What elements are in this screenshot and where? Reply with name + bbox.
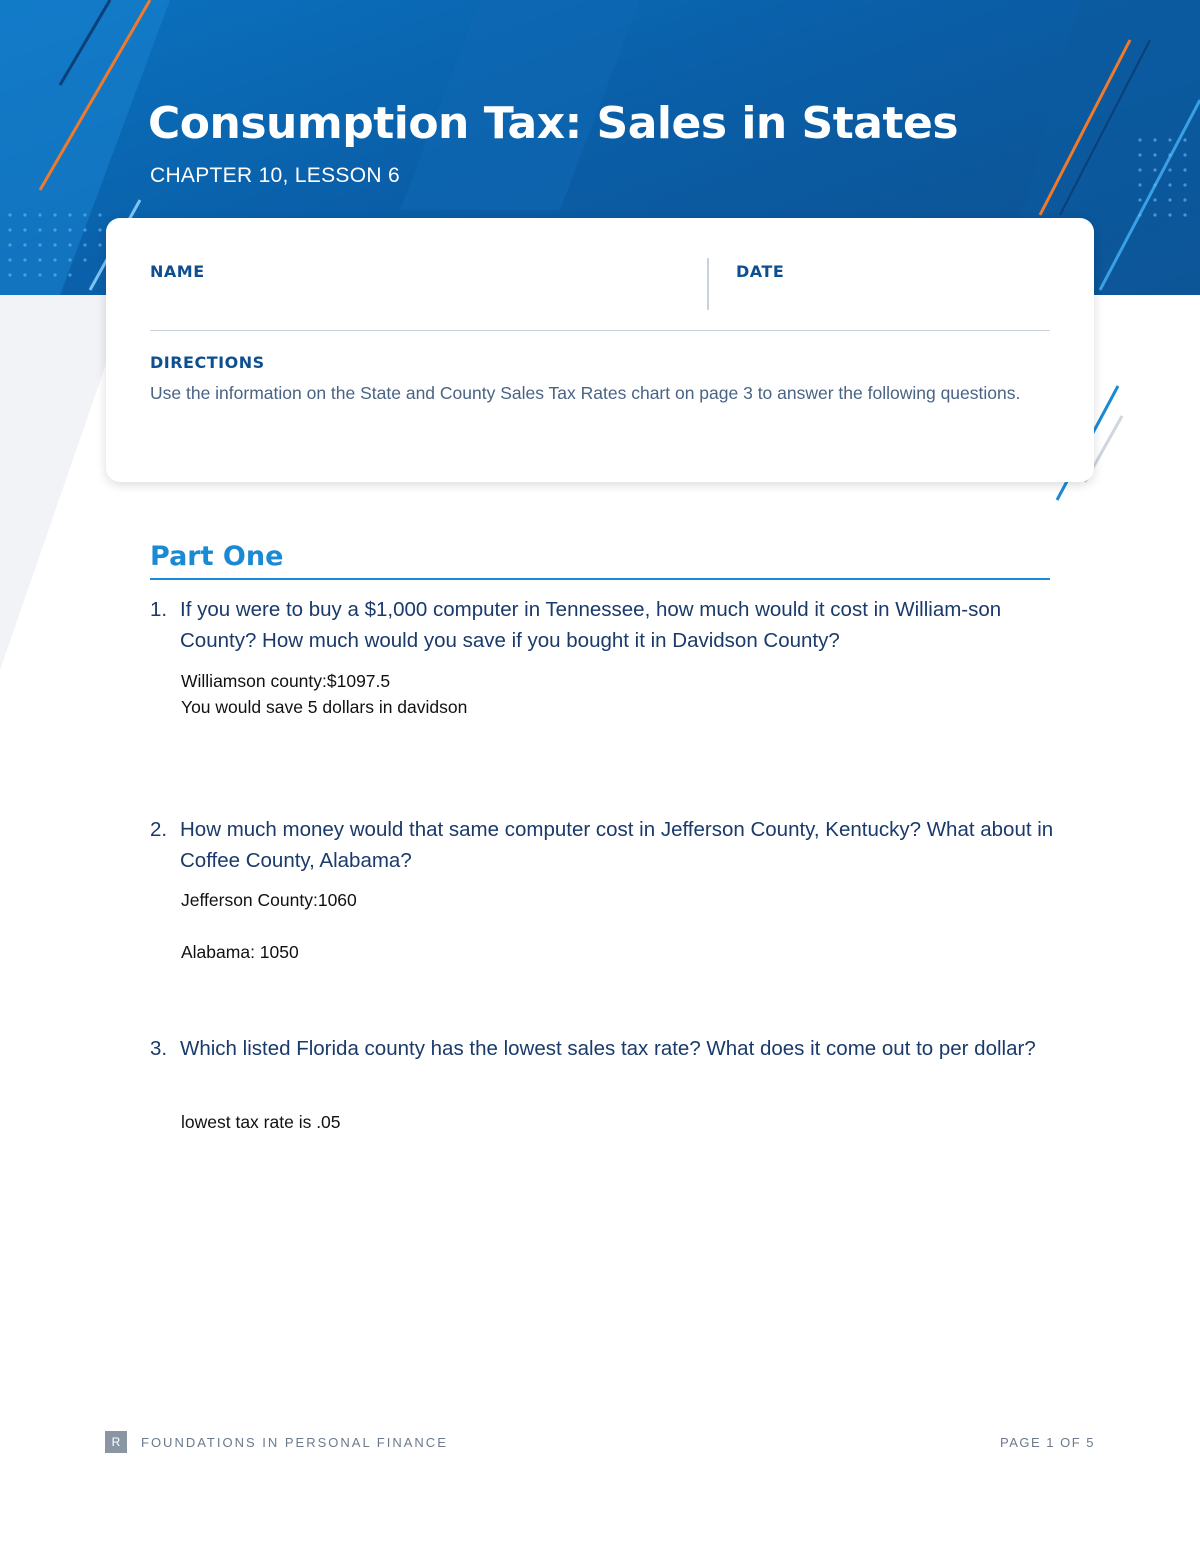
- date-label: DATE: [736, 262, 785, 281]
- footer-brand: FOUNDATIONS IN PERSONAL FINANCE: [141, 1435, 448, 1450]
- section-title: Part One: [150, 541, 284, 572]
- ramsey-logo-icon: R: [105, 1431, 127, 1453]
- page-title: Consumption Tax: Sales in States: [148, 98, 959, 149]
- student-info-card: [106, 218, 1094, 482]
- field-divider: [707, 258, 709, 310]
- answer-text[interactable]: You would save 5 dollars in davidson: [181, 697, 468, 717]
- question-number: 1.: [150, 598, 168, 621]
- answer-text[interactable]: Williamson county:$1097.5: [181, 671, 391, 691]
- question-number: 3.: [150, 1037, 168, 1060]
- name-date-underline: [150, 330, 1050, 331]
- lesson-subtitle: CHAPTER 10, LESSON 6: [150, 164, 400, 187]
- question-3: [150, 1033, 1055, 1064]
- answer-text[interactable]: Jefferson County:1060: [181, 890, 357, 910]
- question-number: 2.: [150, 818, 168, 841]
- name-label: NAME: [150, 262, 205, 281]
- directions-label: DIRECTIONS: [150, 353, 265, 372]
- question-text: If you were to buy a $1,000 computer in Tennessee, how much would it cost in William-son County? How much would you save if you bought it in Davidson County?: [180, 598, 1002, 652]
- question-text: Which listed Florida county has the lowest sales tax rate? What does it come out to per dollar?: [180, 1037, 1036, 1060]
- answer-text[interactable]: lowest tax rate is .05: [181, 1112, 341, 1132]
- question-2: [150, 814, 1055, 876]
- question-text: How much money would that same computer cost in Jefferson County, Kentucky? What about in Coffee County, Alabama?: [180, 818, 1054, 872]
- section-rule: [150, 578, 1050, 580]
- answer-text[interactable]: Alabama: 1050: [181, 942, 299, 962]
- question-1: [150, 594, 1055, 656]
- directions-text: Use the information on the State and County Sales Tax Rates chart on page 3 to answer the following questions.: [150, 383, 1021, 403]
- page-number: PAGE 1 OF 5: [999, 1435, 1095, 1450]
